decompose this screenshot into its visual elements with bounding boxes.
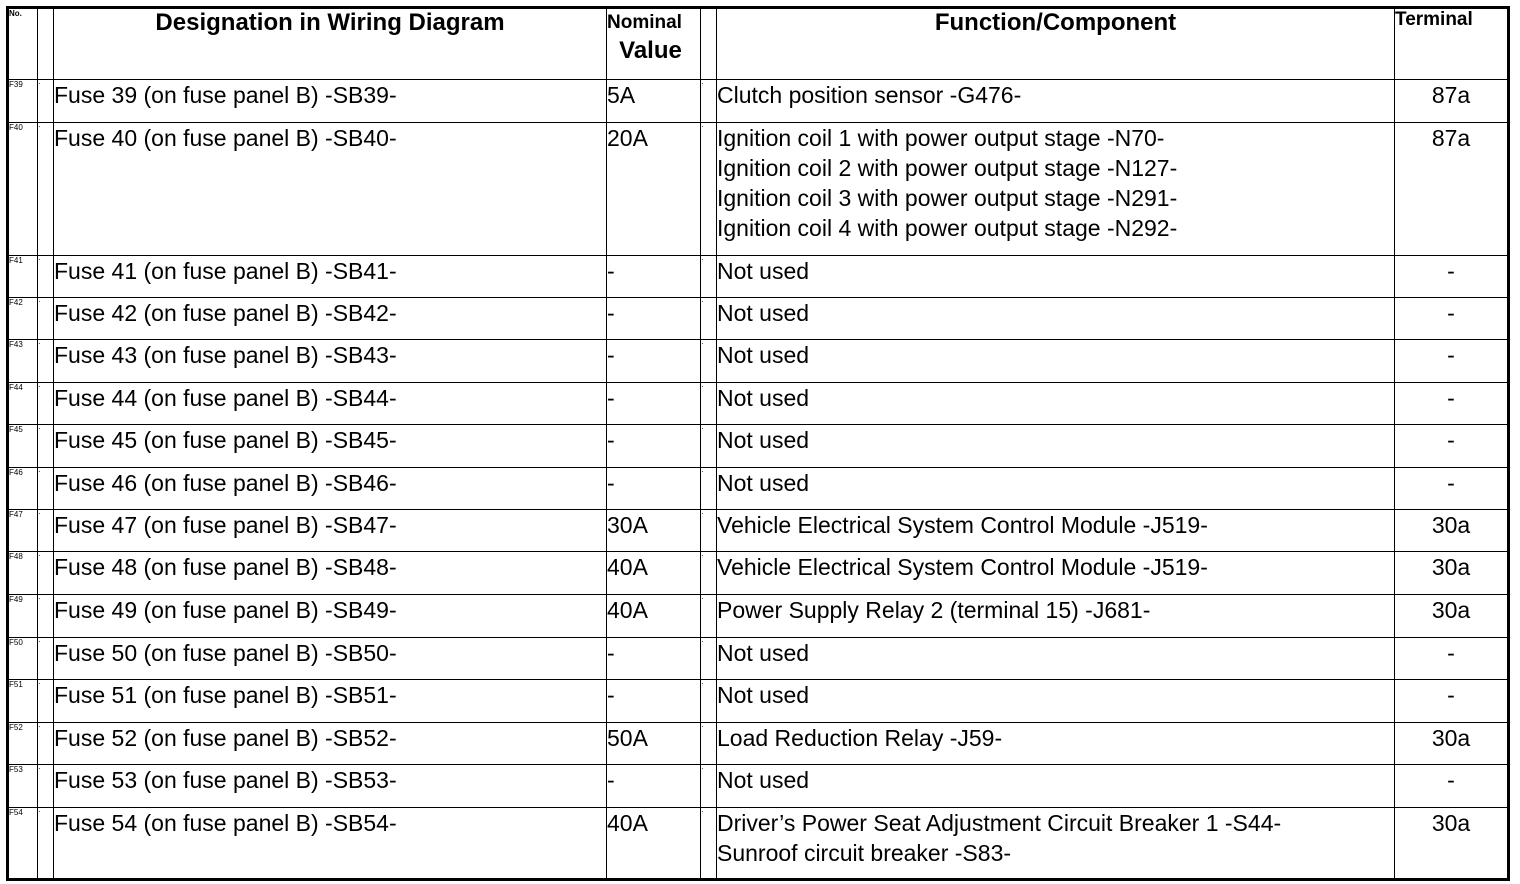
row-tick-2: · — [701, 510, 717, 552]
table-row — [8, 595, 1509, 638]
function-cell — [717, 425, 1395, 468]
header-terminal: Terminal — [1395, 8, 1509, 80]
fuse-number: F45 — [8, 425, 38, 468]
function-line: Not used — [717, 300, 810, 326]
function-line: Load Reduction Relay -J59- — [717, 725, 1003, 751]
function-line: Vehicle Electrical System Control Module -J519- — [717, 554, 1208, 580]
table-row — [8, 383, 1509, 425]
row-tick-2: · — [701, 552, 717, 595]
row-tick: · — [38, 723, 54, 765]
function-cell — [717, 723, 1395, 765]
function-line: Not used — [717, 767, 810, 793]
header-function: Function/Component — [717, 8, 1395, 80]
table-row — [8, 638, 1509, 680]
terminal-cell: - — [1395, 298, 1509, 340]
table-body — [8, 80, 1509, 880]
designation-cell: Fuse 41 (on fuse panel B) -SB41- — [54, 256, 607, 298]
nominal-value-cell: - — [607, 298, 701, 340]
terminal-cell: 87a — [1395, 123, 1509, 256]
fuse-number: F42 — [8, 298, 38, 340]
row-tick: · — [38, 765, 54, 808]
function-cell — [717, 80, 1395, 123]
nominal-value-cell: 40A — [607, 808, 701, 880]
function-line: Not used — [717, 682, 810, 708]
table-row — [8, 340, 1509, 383]
row-tick-2: · — [701, 340, 717, 383]
function-line: Not used — [717, 470, 810, 496]
terminal-cell: - — [1395, 425, 1509, 468]
nominal-value-cell: - — [607, 383, 701, 425]
function-line: Not used — [717, 385, 810, 411]
row-tick: · — [38, 638, 54, 680]
row-tick-2: · — [701, 383, 717, 425]
fuse-number: F47 — [8, 510, 38, 552]
row-tick: · — [38, 340, 54, 383]
header-designation: Designation in Wiring Diagram — [54, 8, 607, 80]
function-line: Ignition coil 1 with power output stage -N70- — [717, 125, 1165, 151]
designation-cell: Fuse 54 (on fuse panel B) -SB54- — [54, 808, 607, 880]
row-tick-2: · — [701, 425, 717, 468]
table-row — [8, 298, 1509, 340]
row-tick-2: · — [701, 468, 717, 510]
fuse-number: F41 — [8, 256, 38, 298]
row-tick-2: · — [701, 765, 717, 808]
table-row — [8, 80, 1509, 123]
function-line: Ignition coil 4 with power output stage -N292- — [717, 215, 1178, 241]
terminal-cell: 30a — [1395, 808, 1509, 880]
function-cell — [717, 680, 1395, 723]
terminal-cell: - — [1395, 340, 1509, 383]
row-tick: · — [38, 425, 54, 468]
nominal-value-cell: 50A — [607, 723, 701, 765]
fuse-number: F46 — [8, 468, 38, 510]
function-cell — [717, 595, 1395, 638]
terminal-cell: 30a — [1395, 552, 1509, 595]
designation-cell: Fuse 45 (on fuse panel B) -SB45- — [54, 425, 607, 468]
row-tick-2: · — [701, 80, 717, 123]
nominal-value-cell: - — [607, 680, 701, 723]
terminal-cell: - — [1395, 468, 1509, 510]
function-cell — [717, 256, 1395, 298]
row-tick-2: · — [701, 298, 717, 340]
table-row — [8, 425, 1509, 468]
function-cell — [717, 552, 1395, 595]
function-line: Driver’s Power Seat Adjustment Circuit Breaker 1 -S44- — [717, 810, 1282, 836]
designation-cell: Fuse 43 (on fuse panel B) -SB43- — [54, 340, 607, 383]
designation-cell: Fuse 50 (on fuse panel B) -SB50- — [54, 638, 607, 680]
fuse-number: F52 — [8, 723, 38, 765]
fuse-number: F48 — [8, 552, 38, 595]
function-cell — [717, 123, 1395, 256]
nominal-value-cell: - — [607, 638, 701, 680]
designation-cell: Fuse 52 (on fuse panel B) -SB52- — [54, 723, 607, 765]
fuse-table — [6, 6, 1510, 881]
function-line: Not used — [717, 640, 810, 666]
function-cell — [717, 808, 1395, 880]
nominal-value-cell: - — [607, 765, 701, 808]
table-row — [8, 723, 1509, 765]
table-row — [8, 808, 1509, 880]
row-tick-2: · — [701, 595, 717, 638]
row-tick-2: · — [701, 680, 717, 723]
table-row — [8, 468, 1509, 510]
header-nominal-value — [607, 8, 701, 80]
row-tick: · — [38, 510, 54, 552]
table-row — [8, 256, 1509, 298]
row-tick: · — [38, 595, 54, 638]
function-line: Clutch position sensor -G476- — [717, 82, 1022, 108]
designation-cell: Fuse 46 (on fuse panel B) -SB46- — [54, 468, 607, 510]
function-line: Power Supply Relay 2 (terminal 15) -J681- — [717, 597, 1151, 623]
function-cell — [717, 765, 1395, 808]
fuse-number: F51 — [8, 680, 38, 723]
function-line: Not used — [717, 258, 810, 284]
terminal-cell: 30a — [1395, 723, 1509, 765]
terminal-cell: 87a — [1395, 80, 1509, 123]
row-tick-2: · — [701, 638, 717, 680]
designation-cell: Fuse 49 (on fuse panel B) -SB49- — [54, 595, 607, 638]
nominal-value-cell: 40A — [607, 595, 701, 638]
function-line: Vehicle Electrical System Control Module -J519- — [717, 512, 1208, 538]
designation-cell: Fuse 51 (on fuse panel B) -SB51- — [54, 680, 607, 723]
table-row — [8, 510, 1509, 552]
fuse-number: F54 — [8, 808, 38, 880]
designation-cell: Fuse 48 (on fuse panel B) -SB48- — [54, 552, 607, 595]
terminal-cell: - — [1395, 383, 1509, 425]
function-line: Sunroof circuit breaker -S83- — [717, 840, 1012, 866]
terminal-cell: - — [1395, 765, 1509, 808]
nominal-value-cell: - — [607, 468, 701, 510]
function-cell — [717, 468, 1395, 510]
nominal-value-cell: 5A — [607, 80, 701, 123]
row-tick-2: · — [701, 723, 717, 765]
nominal-value-cell: - — [607, 340, 701, 383]
designation-cell: Fuse 53 (on fuse panel B) -SB53- — [54, 765, 607, 808]
row-tick: · — [38, 80, 54, 123]
function-cell — [717, 298, 1395, 340]
fuse-number: F49 — [8, 595, 38, 638]
function-line: Not used — [717, 427, 810, 453]
row-tick: · — [38, 298, 54, 340]
designation-cell: Fuse 39 (on fuse panel B) -SB39- — [54, 80, 607, 123]
row-tick: · — [38, 808, 54, 880]
fuse-number: F44 — [8, 383, 38, 425]
function-line: Ignition coil 2 with power output stage -N127- — [717, 155, 1178, 181]
function-line: Ignition coil 3 with power output stage -N291- — [717, 185, 1178, 211]
terminal-cell: 30a — [1395, 510, 1509, 552]
row-tick-2: · — [701, 808, 717, 880]
function-cell — [717, 340, 1395, 383]
terminal-cell: - — [1395, 638, 1509, 680]
fuse-number: F39 — [8, 80, 38, 123]
header-tick — [38, 8, 54, 80]
designation-cell: Fuse 44 (on fuse panel B) -SB44- — [54, 383, 607, 425]
nominal-value-cell: - — [607, 256, 701, 298]
row-tick-2: · — [701, 123, 717, 256]
nominal-value-cell: 40A — [607, 552, 701, 595]
row-tick: · — [38, 468, 54, 510]
table-row — [8, 765, 1509, 808]
row-tick: · — [38, 123, 54, 256]
table-row — [8, 123, 1509, 256]
row-tick: · — [38, 552, 54, 595]
header-nominal-line1: Nominal — [607, 12, 682, 33]
nominal-value-cell: 30A — [607, 510, 701, 552]
row-tick: · — [38, 383, 54, 425]
header-nominal-line2: Value — [619, 37, 682, 64]
fuse-number: F43 — [8, 340, 38, 383]
fuse-number: F53 — [8, 765, 38, 808]
row-tick: · — [38, 680, 54, 723]
header-tick2 — [701, 8, 717, 80]
designation-cell: Fuse 40 (on fuse panel B) -SB40- — [54, 123, 607, 256]
function-line: Not used — [717, 342, 810, 368]
function-cell — [717, 638, 1395, 680]
table-header-row — [8, 8, 1509, 80]
terminal-cell: - — [1395, 680, 1509, 723]
terminal-cell: 30a — [1395, 595, 1509, 638]
nominal-value-cell: - — [607, 425, 701, 468]
function-cell — [717, 383, 1395, 425]
function-cell — [717, 510, 1395, 552]
nominal-value-cell: 20A — [607, 123, 701, 256]
terminal-cell: - — [1395, 256, 1509, 298]
table-row — [8, 552, 1509, 595]
fuse-number: F40 — [8, 123, 38, 256]
row-tick: · — [38, 256, 54, 298]
designation-cell: Fuse 47 (on fuse panel B) -SB47- — [54, 510, 607, 552]
fuse-number: F50 — [8, 638, 38, 680]
row-tick-2: · — [701, 256, 717, 298]
designation-cell: Fuse 42 (on fuse panel B) -SB42- — [54, 298, 607, 340]
header-no: No. — [8, 8, 38, 80]
table-row — [8, 680, 1509, 723]
